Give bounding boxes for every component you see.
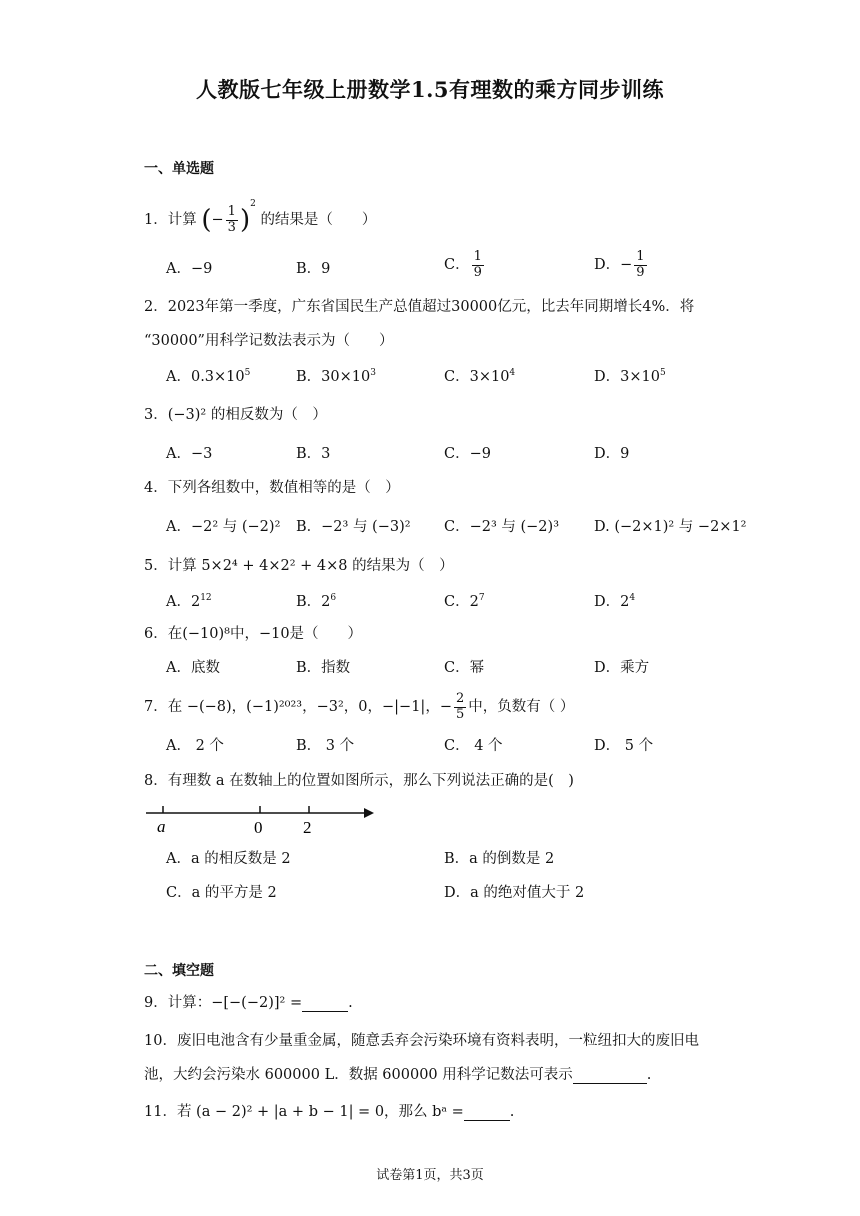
axis-label-a: a	[157, 817, 166, 836]
q5-option-d[interactable]: D．$2^4$	[594, 593, 636, 610]
question-4: 4．下列各组数中，数值相等的是（ ）	[144, 480, 400, 496]
q4-option-b[interactable]: B．−2³ 与 (−3)²	[296, 519, 411, 535]
question-9: 9．计算：−[−(−2)]² = .	[144, 995, 353, 1011]
q7-option-a[interactable]: A． 2 个	[166, 738, 224, 754]
question-8: 8．有理数 a 在数轴上的位置如图所示，那么下列说法正确的是( )	[144, 773, 574, 789]
axis-label-2: 2	[303, 818, 312, 837]
q2-option-b[interactable]: B．$30\times 10^3$	[296, 368, 376, 385]
q2-option-c[interactable]: C．$3\times 10^4$	[444, 368, 516, 385]
q3-option-d[interactable]: D．9	[594, 446, 630, 462]
question-5: 5．计算 5×2⁴ + 4×2² + 4×8 的结果为（ ）	[144, 558, 454, 574]
q1-option-d[interactable]: D．− $\frac{1}{9}$	[594, 249, 645, 280]
q8-option-d[interactable]: D．a 的绝对值大于 2	[444, 885, 585, 901]
q6-option-c[interactable]: C．幂	[444, 660, 485, 676]
q5-option-b[interactable]: B．$2^6$	[296, 593, 337, 610]
page-footer: 试卷第1页，共3页	[376, 1168, 484, 1183]
answer-blank-10[interactable]	[573, 1068, 647, 1084]
q6-option-d[interactable]: D．乘方	[594, 660, 650, 676]
question-10-line2: 池，大约会污染水 600000 L．数据 600000 用科学记数法可表示 .	[144, 1067, 652, 1083]
q4-option-c[interactable]: C．−2³ 与 (−2)³	[444, 519, 560, 535]
question-6: 6．在(−10)⁸中，−10是（ ）	[144, 626, 363, 642]
q7-option-c[interactable]: C． 4 个	[444, 738, 503, 754]
axis-label-0: 0	[254, 818, 263, 837]
q3-option-a[interactable]: A．−3	[166, 446, 213, 462]
page-title: 人教版七年级上册数学1.5有理数的乘方同步训练	[195, 77, 665, 102]
answer-blank-9[interactable]	[302, 996, 348, 1012]
q1-option-a[interactable]: A．−9	[166, 261, 213, 277]
q2-option-d[interactable]: D．$3\times 10^5$	[594, 368, 666, 385]
question-2-line1: 2．2023年第一季度，广东省国民生产总值超过30000亿元，比去年同期增长4%．将	[144, 299, 695, 315]
fraction-one-third: $\frac{1}{3}$	[227, 203, 236, 235]
question-1-prefix: 1．计算	[144, 212, 197, 228]
question-1: 1．计算 (− $\frac{1}{3}$ )$^2$ 的结果是（ ）	[144, 199, 377, 235]
answer-blank-11[interactable]	[464, 1105, 510, 1121]
q8-option-c[interactable]: C．a 的平方是 2	[166, 885, 277, 901]
question-10-line1: 10．废旧电池含有少量重金属，随意丢弃会污染环境有资料表明，一粒纽扣大的废旧电	[144, 1033, 699, 1049]
question-11: 11．若 (a − 2)² + |a + b − 1| = 0，那么 bᵃ = .	[144, 1104, 515, 1120]
number-line-arrow	[364, 808, 374, 818]
q7-option-d[interactable]: D． 5 个	[594, 738, 654, 754]
q7-option-b[interactable]: B． 3 个	[296, 738, 355, 754]
q6-option-a[interactable]: A．底数	[166, 660, 220, 676]
fraction-two-fifths: $\frac{2}{5}$	[455, 691, 465, 722]
question-1-suffix: 的结果是（ ）	[260, 212, 377, 228]
section-heading-fill-blank: 二、填空题	[144, 963, 214, 979]
q5-option-c[interactable]: C．$2^7$	[444, 593, 485, 610]
q4-option-a[interactable]: A．−2² 与 (−2)²	[166, 519, 281, 535]
q3-option-c[interactable]: C．−9	[444, 446, 491, 462]
number-line-figure	[144, 800, 384, 840]
q8-option-b[interactable]: B．a 的倒数是 2	[444, 851, 555, 867]
question-2-line2: “30000”用科学记数法表示为（ ）	[144, 333, 394, 349]
q8-option-a[interactable]: A．a 的相反数是 2	[166, 851, 291, 867]
q1-option-b[interactable]: B．9	[296, 261, 331, 277]
question-3: 3．(−3)² 的相反数为（ ）	[144, 407, 327, 423]
question-7: 7．在 −(−8)，(−1)²⁰²³，−3²，0，−|−1|，− $\frac{2}{5}$ 中，负数有（ ）	[144, 691, 575, 722]
section-heading-single-choice: 一、单选题	[144, 161, 214, 177]
q5-option-a[interactable]: A．$2^{12}$	[166, 593, 212, 610]
q6-option-b[interactable]: B．指数	[296, 660, 351, 676]
q2-option-a[interactable]: A．$0.3\times 10^5$	[166, 368, 251, 385]
q3-option-b[interactable]: B．3	[296, 446, 331, 462]
q1-option-c[interactable]: C． $\frac{1}{9}$	[444, 249, 482, 280]
q4-option-d[interactable]: D. (−2×1)² 与 −2×1²	[594, 519, 747, 535]
